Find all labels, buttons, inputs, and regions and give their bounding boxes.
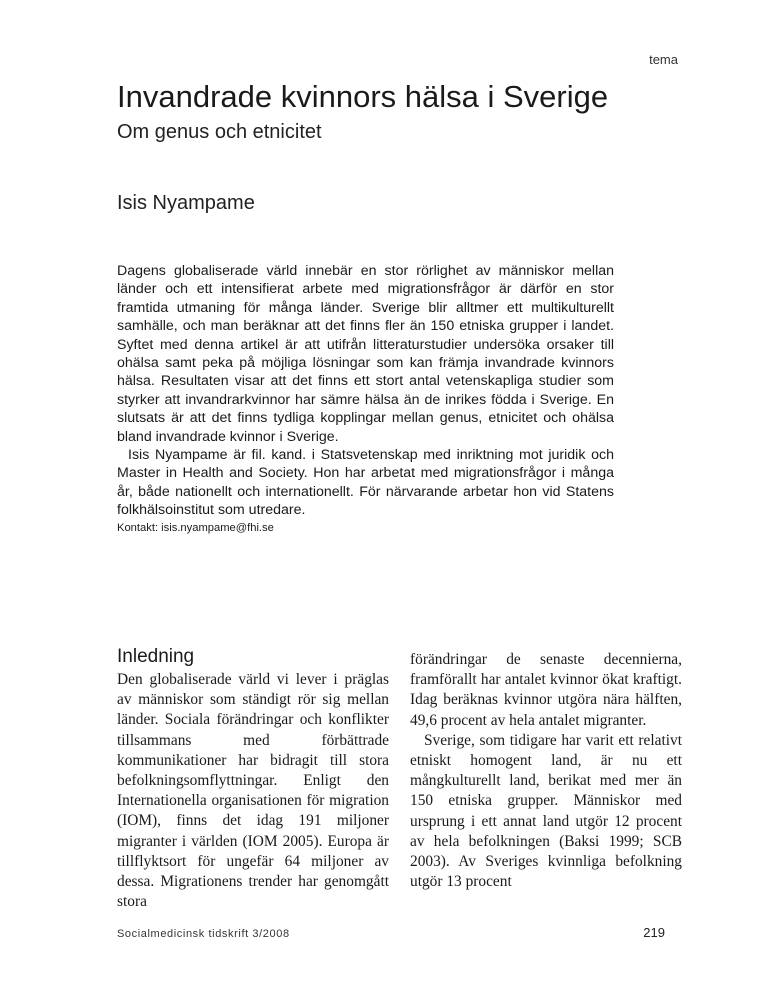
body-paragraph: Sverige, som tidigare har varit ett relativt etniskt homogent land, är nu ett mångkulturellt land, berikat med mer än 150 etniska grupper. Människor med ursprung i ett annat land utgör 12 procent av hela befolkningen (Baksi 1999; SCB 2003). Av Sveriges kvinnliga befolkning utgör 13 procent [410,731,682,891]
article-subtitle: Om genus och etnicitet [117,121,322,143]
page-number: 219 [643,925,665,940]
body-column-right [410,650,682,892]
body-column-left [117,645,389,912]
author-bio: Isis Nyampame är fil. kand. i Statsvetenskap med inriktning mot juridik och Master in Health and Society. Hon har arbetat med migrationsfrågor i många år, både nationellt och internationellt. För närvarande arbetar hon vid Statens folkhälsoinstitut som utredare. [117,447,614,519]
article-title: Invandrade kvinnors hälsa i Sverige [117,79,609,114]
section-label: tema [649,52,678,67]
body-paragraph: förändringar de senaste decennierna, framförallt har antalet kvinnor ökat kraftigt. Idag beräknas kvinnor utgöra nära hälften, 49,6 procent av hela antalet migranter. [410,651,682,729]
author-contact: Kontakt: isis.nyampame@fhi.se [117,521,274,534]
journal-footer: Socialmedicinsk tidskrift 3/2008 [117,928,290,940]
section-heading: Inledning [117,646,195,667]
body-paragraph: Den globaliserade värld vi lever i präglas av människor som ständigt rör sig mellan länder. Sociala förändringar och konflikter tillsammans med förbättrade kommunikationer har bidragit till stora befolkningsomflyttningar. Enligt den Internationella organisationen för migration (IOM), finns det idag 191 miljoner migranter i världen (IOM 2005). Europa är tillflyktsort för ungefär 64 miljoner av dessa. Migrationens trender har genomgått stora [117,671,389,911]
abstract [117,262,614,537]
article-author: Isis Nyampame [117,192,255,214]
abstract-summary: Dagens globaliserade värld innebär en stor rörlighet av människor mellan länder och ett intensifierat arbete med migrationsfrågor är därför en stor framtida utmaning för många länder. Sverige blir alltmer ett multikulturellt samhälle, och man beräknar att det finns fler än 150 etniska grupper i landet. Syftet med denna artikel är att utifrån litteraturstudier undersöka orsaker till ohälsa samt peka på möjliga lösningar som kan främja invandrade kvinnors hälsa. Resultaten visar att det finns ett stort antal vetenskapliga studier som styrker att invandrarkvinnor har sämre hälsa än de inrikes födda i Sverige. En slutsats är att det finns tydliga kopplingar mellan genus, etnicitet och ohälsa bland invandrade kvinnor i Sverige. [117,263,614,445]
